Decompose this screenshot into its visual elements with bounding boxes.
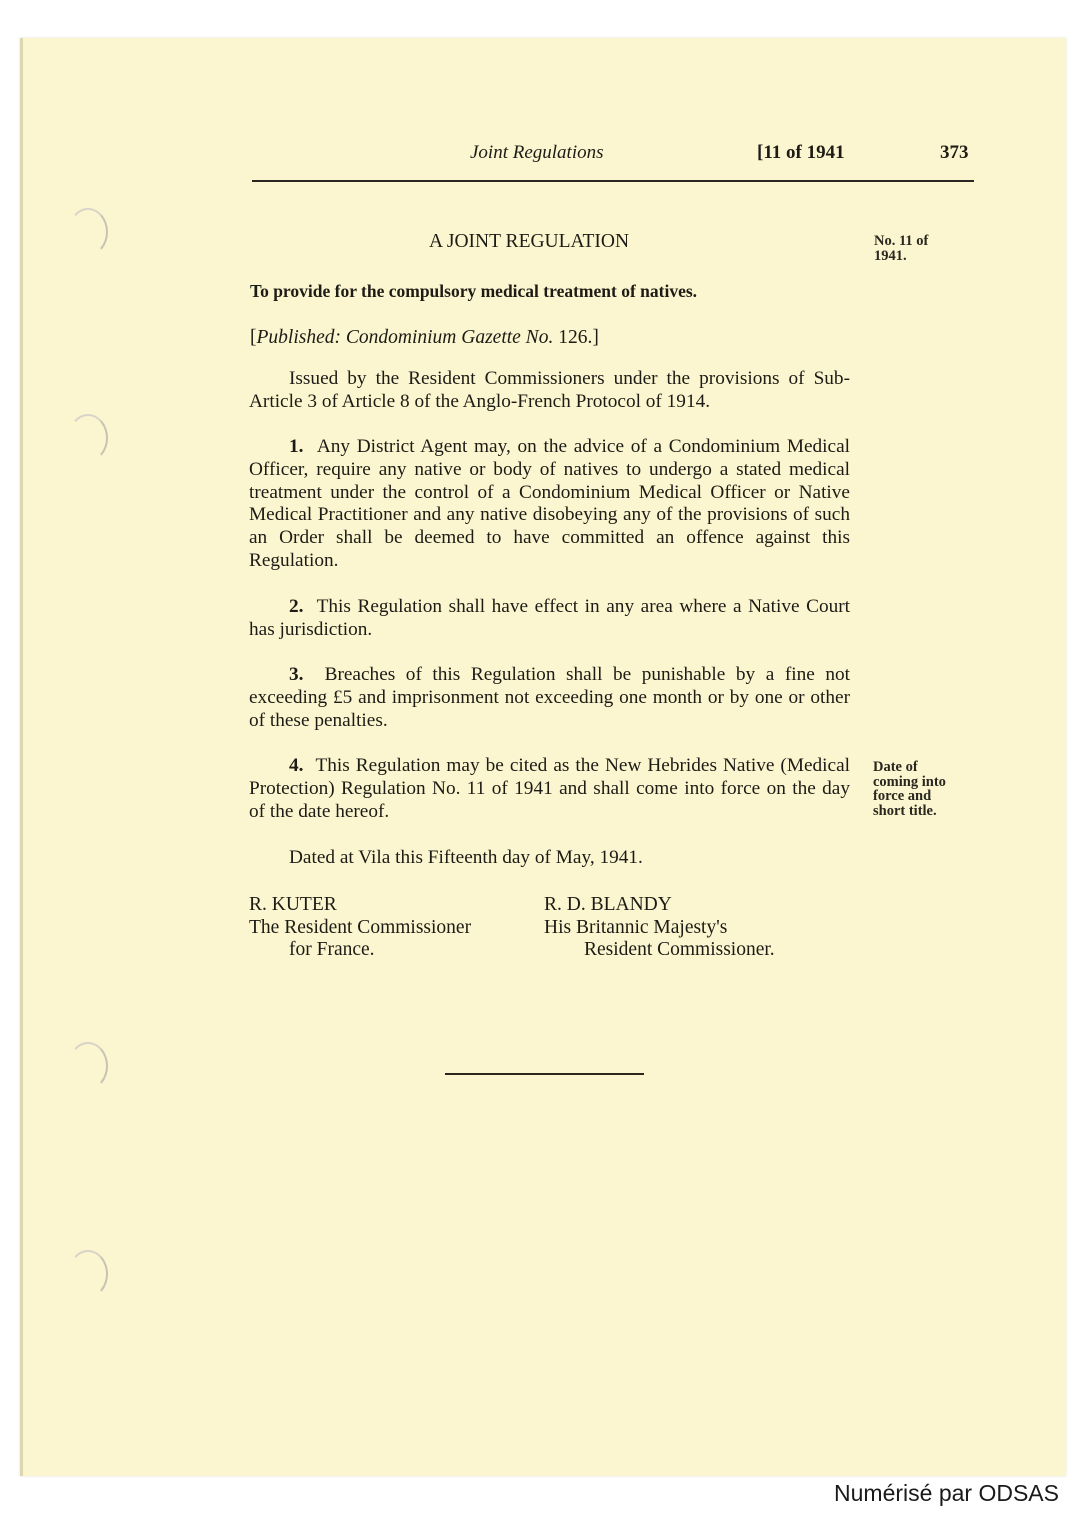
margin-note-line: No. 11 of <box>874 233 929 249</box>
purpose-line: To provide for the compulsory medical treatment of natives. <box>250 281 698 301</box>
margin-note-commencement <box>873 760 973 818</box>
section-1 <box>249 436 850 573</box>
preamble-paragraph: Issued by the Resident Commissioners under the provisions of Sub-Article 3 of Article 8 of the Anglo-French Protocol of 1914. <box>249 368 850 412</box>
margin-note-line: 1941. <box>874 247 907 264</box>
section-number: 4. <box>289 755 304 776</box>
margin-note-line: force and <box>873 788 932 804</box>
published-rest: 126.] <box>553 327 599 348</box>
signature-block-britain <box>544 894 775 962</box>
end-rule <box>445 1073 644 1075</box>
page-number: 373 <box>940 142 969 163</box>
signature-block-france <box>249 894 471 962</box>
digitization-credit: Numérisé par ODSAS <box>834 1480 1059 1506</box>
binder-hole-2 <box>68 414 108 462</box>
running-header-number: [11 of 1941 <box>757 142 845 163</box>
section-number: 1. <box>289 436 304 457</box>
signatory-title: The Resident Commissioner <box>249 916 472 938</box>
section-3 <box>249 664 850 732</box>
section-text: Breaches of this Regulation shall be punishable by a fine not exceeding £5 and imprisonment not exceeding one month or by one or other of these penalties. <box>249 664 850 731</box>
section-text: This Regulation shall have effect in any area where a Native Court has jurisdiction. <box>249 596 851 640</box>
signatory-title-cont: for France. <box>289 939 375 960</box>
binder-hole-1 <box>68 208 108 256</box>
margin-note-line: coming into <box>873 773 946 790</box>
binder-hole-3 <box>68 1042 108 1090</box>
dated-line: Dated at Vila this Fifteenth day of May, 1941. <box>289 847 643 868</box>
published-note <box>250 326 599 350</box>
margin-note-line: Date of <box>873 759 918 775</box>
published-open: [ <box>250 327 257 348</box>
section-2 <box>249 596 850 642</box>
binder-hole-4 <box>68 1250 108 1298</box>
running-header-title: Joint Regulations <box>470 142 604 163</box>
signatory-name: R. KUTER <box>249 894 337 915</box>
section-text: Any District Agent may, on the advice of a Condominium Medical Officer, require any native or body of natives to undergo a stated medical treatment under the control of a Condominium Medical Officer or Native Medical Practitioner and any native disobeying any of the provisions of such an Order shall be deemed to have committed an offence against this Regulation. <box>249 436 850 571</box>
section-4 <box>249 755 850 823</box>
paper-left-edge <box>20 38 23 1476</box>
signatory-title: His Britannic Majesty's <box>544 916 728 938</box>
section-number: 2. <box>289 596 304 617</box>
margin-note-line: short title. <box>873 802 937 819</box>
published-italic: Published: Condominium Gazette No. <box>256 327 554 348</box>
header-rule <box>252 180 974 182</box>
section-number: 3. <box>289 664 304 685</box>
document-heading: A JOINT REGULATION <box>429 231 630 252</box>
signatory-name: R. D. BLANDY <box>544 894 672 915</box>
margin-note-regulation-number <box>874 234 974 263</box>
signatory-title-cont: Resident Commissioner. <box>584 939 775 960</box>
section-text: This Regulation may be cited as the New Hebrides Native (Medical Protection) Regulation No. 11 of 1941 and shall come into force on the day of the date hereof. <box>249 755 850 822</box>
